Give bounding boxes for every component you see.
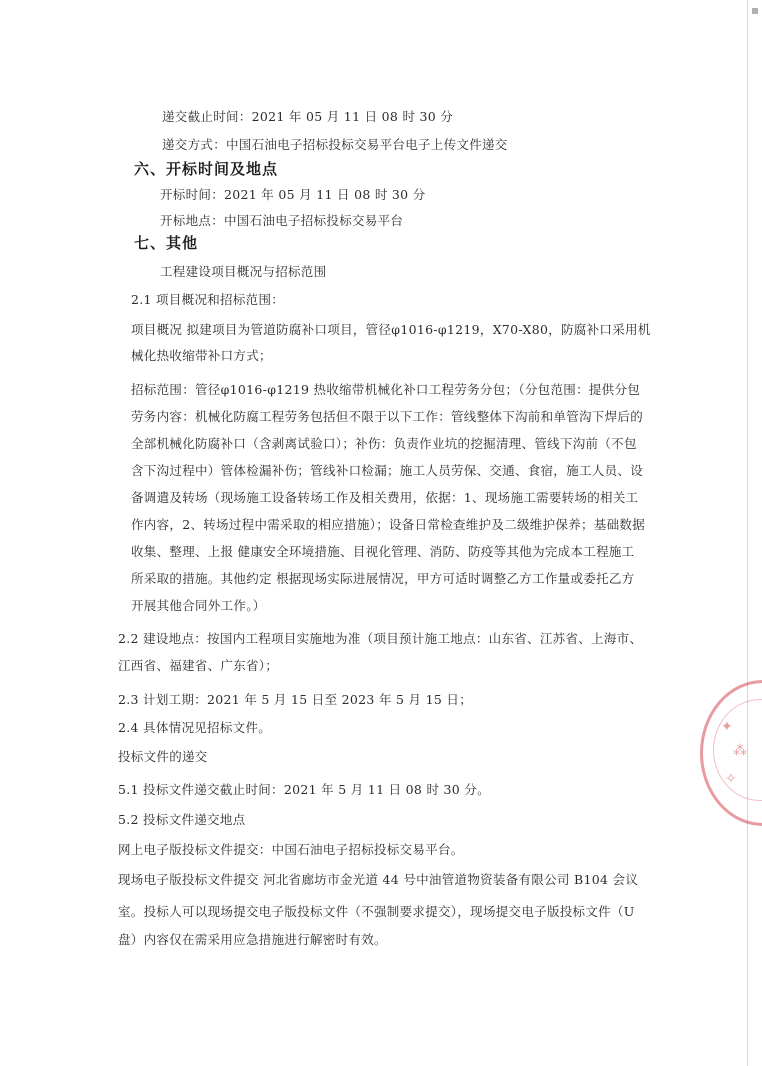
online-submission: 网上电子版投标文件提交：中国石油电子招标投标交易平台。: [118, 842, 464, 857]
paragraph-line: 室。投标人可以现场提交电子版投标文件（不强制要求提交），现场提交电子版投标文件（U: [118, 904, 635, 919]
paragraph-line: 盘）内容仅在需采用应急措施进行解密时有效。: [118, 932, 387, 947]
paragraph-line: 作内容，2、转场过程中需采取的相应措施）；设备日常检查维护及二级维护保养；基础数据: [131, 517, 646, 532]
opening-location: 开标地点：中国石油电子招标投标交易平台: [160, 213, 404, 228]
paragraph-line: 收集、整理、上报 健康安全环境措施、目视化管理、消防、防疫等其他为完成本工程施工: [131, 544, 635, 559]
clause-2-1: 2.1 项目概况和招标范围：: [131, 292, 285, 307]
section-heading-opening: 六、开标时间及地点: [134, 160, 279, 178]
paragraph-line: 开展其他合同外工作。）: [131, 598, 266, 613]
bid-submission-heading: 投标文件的递交: [118, 749, 208, 764]
opening-time: 开标时间：2021 年 05 月 11 日 08 时 30 分: [160, 187, 426, 202]
company-seal-stamp: [700, 680, 762, 826]
stamp-mark: ⁂: [733, 743, 747, 759]
paragraph-line: 所采取的措施。其他约定 根据现场实际进展情况，甲方可适时调整乙方工作量或委托乙方: [131, 571, 635, 586]
paragraph-line: 江西省、福建省、广东省）；: [118, 658, 279, 673]
submission-deadline: 递交截止时间：2021 年 05 月 11 日 08 时 30 分: [162, 109, 454, 124]
paragraph-line: 招标范围：管径φ1016-φ1219 热收缩带机械化补口工程劳务分包；（分包范围：提供分包: [131, 382, 641, 397]
corner-mark: [752, 8, 758, 14]
clause-5-2: 5.2 投标文件递交地点: [118, 812, 246, 827]
paragraph-line: 械化热收缩带补口方式；: [131, 348, 272, 363]
clause-2-4: 2.4 具体情况见招标文件。: [118, 720, 272, 735]
clause-2-2: 2.2 建设地点：按国内工程项目实施地为准（项目预计施工地点：山东省、江苏省、上海市、: [118, 631, 643, 646]
clause-5-1: 5.1 投标文件递交截止时间：2021 年 5 月 11 日 08 时 30 分。: [118, 782, 490, 797]
section-heading-other: 七、其他: [134, 234, 199, 252]
paragraph-line: 项目概况 拟建项目为管道防腐补口项目，管径φ1016-φ1219，X70-X80，防腐补口采用机: [131, 322, 651, 337]
project-overview-heading: 工程建设项目概况与招标范围: [160, 264, 327, 279]
onsite-submission: 现场电子版投标文件提交 河北省廊坊市金光道 44 号中油管道物资装备有限公司 B104 会议: [118, 872, 639, 887]
paragraph-line: 含下沟过程中）管体检漏补伤；管线补口检漏；施工人员劳保、交通、食宿，施工人员、设: [131, 463, 644, 478]
page-edge-line: [747, 0, 748, 1066]
paragraph-line: 全部机械化防腐补口（含剥离试验口）；补伤：负责作业坑的挖掘清理、管线下沟前（不包: [131, 436, 637, 451]
paragraph-line: 劳务内容：机械化防腐工程劳务包括但不限于以下工作：管线整体下沟前和单管沟下焊后的: [131, 409, 644, 424]
submission-method: 递交方式：中国石油电子招标投标交易平台电子上传文件递交: [162, 137, 508, 152]
stamp-mark: ✦: [721, 719, 733, 735]
clause-2-3: 2.3 计划工期：2021 年 5 月 15 日至 2023 年 5 月 15 日；: [118, 692, 473, 707]
stamp-mark: ✧: [725, 771, 737, 787]
paragraph-line: 备调遣及转场（现场施工设备转场工作及相关费用，依据：1、现场施工需要转场的相关工: [131, 490, 639, 505]
